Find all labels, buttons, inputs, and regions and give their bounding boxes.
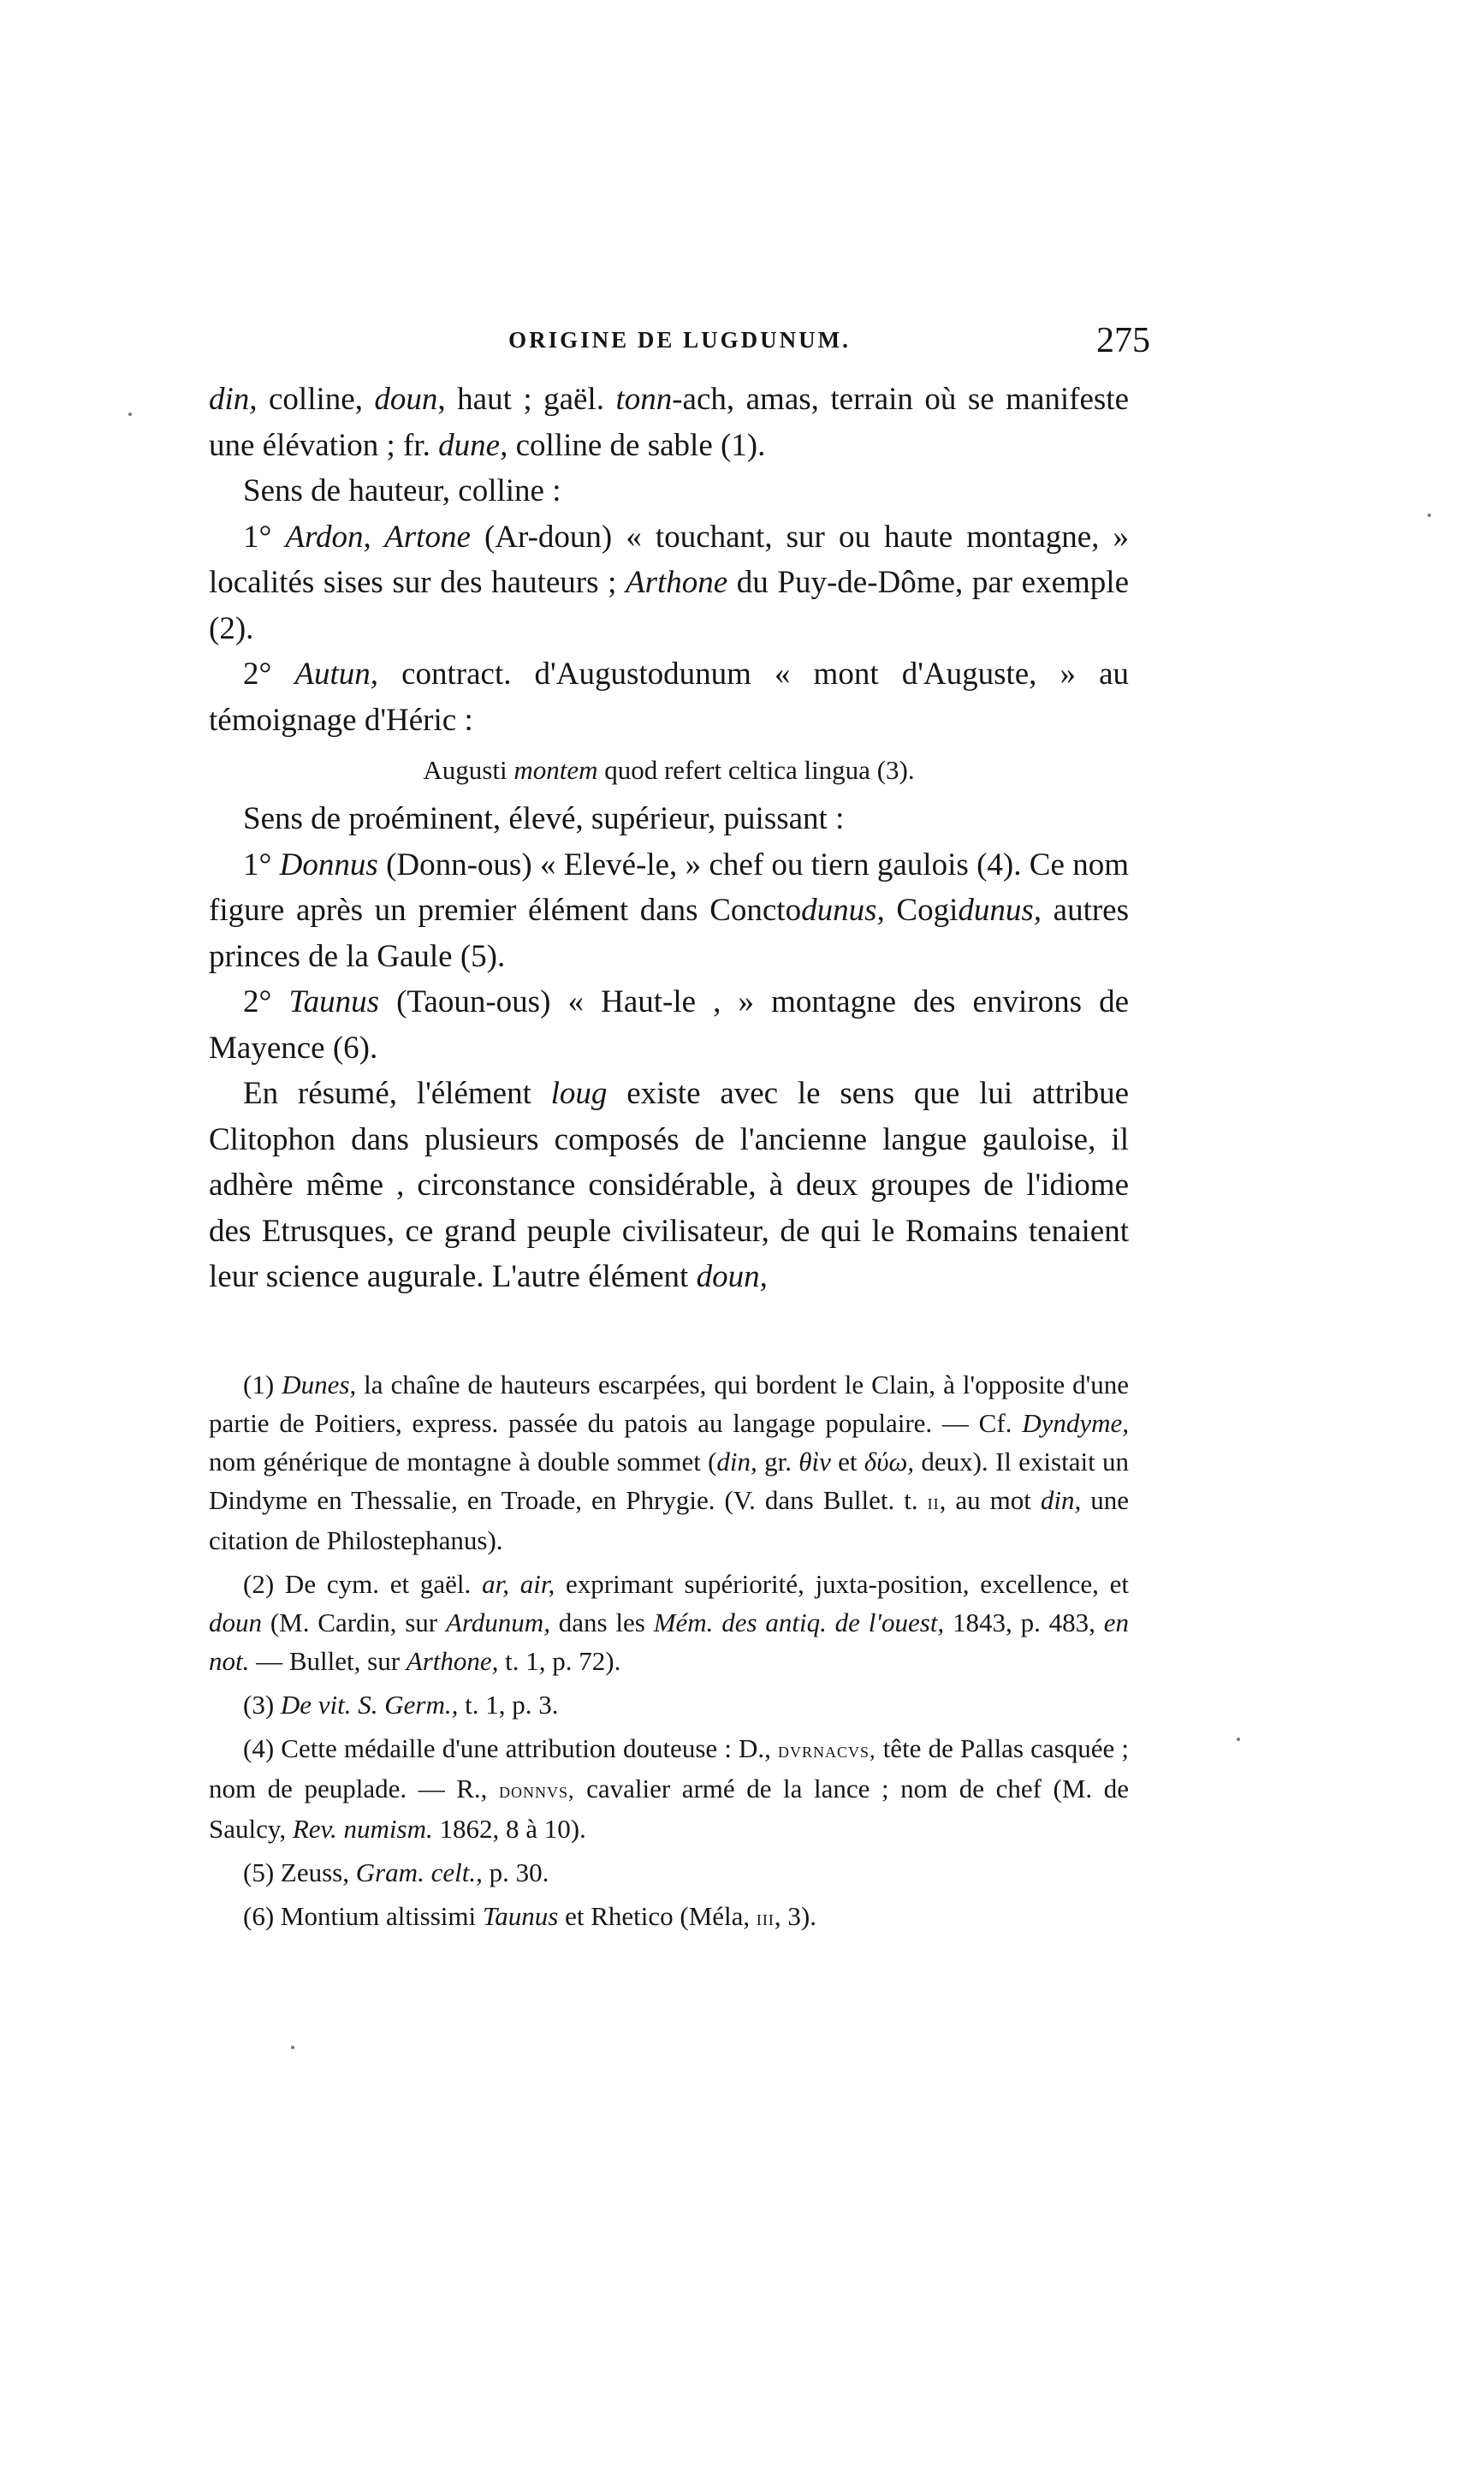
italic-term: en not. — [209, 1607, 1129, 1676]
italic-term: De vit. S. Germ., — [280, 1690, 459, 1720]
text-run: 2° — [243, 657, 295, 692]
roman-numeral: ii — [927, 1489, 940, 1514]
italic-term: montem — [513, 755, 598, 785]
footnote — [209, 1365, 1129, 1560]
paragraph — [209, 796, 1129, 842]
italic-term: tonn — [615, 382, 673, 417]
verse-quote — [209, 753, 1129, 787]
italic-term: dunus, — [801, 893, 885, 928]
italic-term: Mém. des antiq. de l'ouest, — [653, 1607, 945, 1637]
italic-term: ar, air, — [482, 1569, 555, 1599]
italic-term: Taunus — [482, 1901, 559, 1931]
text-run: Sens de proéminent, élevé, supérieur, puissant : — [243, 801, 845, 836]
text-run: (Ar-doun) « touchant, sur ou haute montagne, » localités sises sur des hauteurs ; — [209, 519, 1129, 600]
text-run: tête de Pallas casquée ; nom de peuplade. — R., — [209, 1733, 1129, 1803]
italic-term: Arthone, — [406, 1646, 499, 1676]
italic-term: dunus, — [958, 893, 1042, 928]
text-run: colline, — [257, 382, 375, 417]
text-run: cavalier armé de la lance ; nom de chef (M. de Saulcy, — [209, 1774, 1129, 1844]
text-run: contract. d'Augustodunum « mont d'Auguste, » au témoignage d'Héric : — [209, 657, 1129, 738]
italic-term: Autun, — [294, 657, 379, 692]
italic-term: Arthone — [625, 565, 728, 600]
running-head — [209, 321, 1150, 368]
text-run: exprimant supériorité, juxta-position, excellence, et — [555, 1569, 1129, 1599]
text-run: colline de sable (1). — [508, 427, 766, 463]
text-run: deux). Il existait un Dindyme en Thessalie, en Troade, en Phrygie. (V. dans Bullet. t. — [209, 1447, 1129, 1515]
text-run: une citation de Philostephanus). — [209, 1485, 1129, 1555]
running-title: ORIGINE DE LUGDUNUM. — [508, 327, 851, 353]
text-run: existe avec le sens que lui attribue Clitophon dans plusieurs composés de l'ancienne langue gauloise, il adhère même , circonstance considérable, à deux groupes de l'idiome des Etrusques, ce grand peuple civilisateur, de qui le Romains tenaient leur science augurale. L'autre élément — [209, 1076, 1130, 1294]
paragraph — [209, 979, 1129, 1071]
text-run: dans les — [549, 1607, 654, 1637]
text-run: et Rhetico (Méla, — [558, 1901, 757, 1931]
italic-term: din, — [209, 382, 258, 417]
paragraph — [209, 1071, 1129, 1300]
footnote — [209, 1685, 1129, 1724]
text-run: , au mot — [939, 1485, 1041, 1515]
greek-term: θὶν — [798, 1447, 831, 1477]
text-run: Augusti — [423, 755, 514, 785]
text-run: du Puy-de-Dôme, par exemple (2). — [209, 565, 1129, 646]
paragraph — [209, 377, 1129, 468]
roman-numeral: iii — [756, 1905, 775, 1930]
footnote — [209, 1729, 1129, 1848]
text-run: t. 1, p. 3. — [458, 1690, 559, 1720]
main-text — [209, 377, 1129, 1300]
italic-term: Donnus — [279, 847, 378, 882]
text-run: (4) Cette médaille d'une attribution douteuse : D., — [243, 1733, 779, 1763]
text-run: 1862, 8 à 10). — [432, 1814, 586, 1844]
small-caps-legend: dvrnacvs, — [778, 1738, 876, 1762]
scan-speck — [1237, 1738, 1240, 1741]
italic-term: dune, — [438, 427, 508, 463]
text-run: — Bullet, sur — [249, 1646, 407, 1676]
footnote — [209, 1853, 1129, 1892]
footnotes — [209, 1365, 1129, 1937]
text-run: (2) De cym. et gaël. — [243, 1569, 483, 1599]
footnote — [209, 1897, 1129, 1937]
text-run: (Donn-ous) « Elevé-le, » chef ou tiern gaulois (4). Ce nom figure après un premier élément dans Concto — [209, 847, 1129, 928]
small-caps-legend: donnvs, — [499, 1778, 575, 1803]
text-run: (5) Zeuss, — [243, 1857, 356, 1887]
italic-term: doun, — [696, 1259, 768, 1294]
footnote — [209, 1565, 1129, 1680]
text-run: 2° — [243, 984, 289, 1019]
italic-term: Dunes, — [282, 1370, 357, 1399]
text-run: et — [830, 1447, 864, 1477]
text-run: gr. — [757, 1447, 799, 1477]
italic-term: loug — [550, 1076, 608, 1111]
text-run: t. 1, p. 72). — [498, 1646, 621, 1676]
greek-term: δύω, — [864, 1447, 915, 1477]
scan-speck — [128, 413, 132, 416]
text-run: 1843, p. 483, — [944, 1607, 1104, 1637]
italic-term: Ardunum, — [445, 1607, 550, 1637]
text-run: , haut ; gaël. — [437, 382, 616, 417]
italic-term: Taunus — [288, 984, 379, 1019]
italic-term: Ardon, Artone — [285, 519, 471, 555]
text-run: -ach, amas, terrain où se manifeste une élévation ; fr. — [209, 382, 1129, 463]
text-run: la chaîne de hauteurs escarpées, qui bordent le Clain, à l'opposite d'une partie de Poitiers, express. passée du patois au langage populaire. — Cf. — [209, 1370, 1129, 1438]
page-number: 275 — [1096, 321, 1150, 360]
text-run: 1° — [243, 519, 286, 555]
text-run: , 3). — [774, 1901, 816, 1931]
italic-term: Rev. numism. — [292, 1814, 433, 1844]
text-run: (6) Montium altissimi — [243, 1901, 483, 1931]
text-run: (M. Cardin, sur — [262, 1607, 446, 1637]
paragraph — [209, 514, 1129, 652]
italic-term: doun — [209, 1607, 262, 1637]
italic-term: doun — [374, 382, 438, 417]
paragraph — [209, 842, 1129, 980]
text-run: (1) — [243, 1370, 282, 1399]
text-run: Cogi — [884, 893, 959, 928]
text-run: 1° — [243, 847, 280, 882]
text-run: autres princes de la Gaule (5). — [209, 893, 1129, 974]
text-run: nom générique de montagne à double sommet ( — [209, 1447, 717, 1477]
paragraph — [209, 651, 1129, 743]
text-run: En résumé, l'élément — [243, 1076, 551, 1111]
text-run: Sens de hauteur, colline : — [243, 473, 561, 508]
italic-term: din, — [716, 1447, 757, 1477]
scan-speck — [1428, 514, 1431, 517]
text-run: (3) — [243, 1690, 281, 1720]
italic-term: Gram. celt., — [355, 1857, 483, 1887]
italic-term: Dyndyme, — [1022, 1408, 1129, 1438]
italic-term: din, — [1040, 1485, 1082, 1515]
text-run: quod refert celtica lingua (3). — [597, 755, 915, 785]
text-run: p. 30. — [482, 1857, 549, 1887]
paragraph — [209, 468, 1129, 514]
text-run: (Taoun-ous) « Haut-le , » montagne des environs de Mayence (6). — [209, 984, 1129, 1066]
scan-speck — [291, 2046, 294, 2049]
